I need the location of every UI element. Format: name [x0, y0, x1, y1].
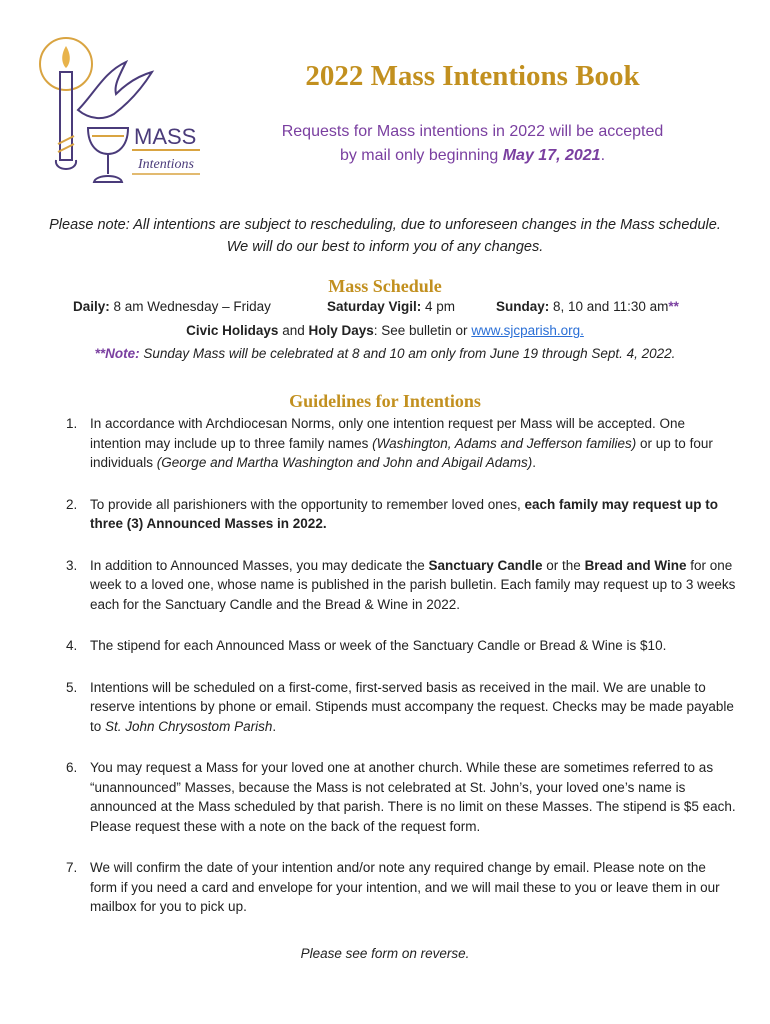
subtitle-end: . — [600, 147, 606, 164]
guidelines-heading: Guidelines for Intentions — [289, 391, 481, 411]
guideline-number: 7. — [66, 860, 78, 875]
guideline-text: We will confirm the date of your intention and/or note any required change by email. Please note on the form if you need a card and envelope for your intention, and we will mail these to you or leave them in our mailbox for you to pick up. — [90, 860, 720, 914]
subtitle-line-1: Requests for Mass intentions in 2022 will be accepted — [281, 123, 664, 140]
logo-text-intentions: Intentions — [138, 157, 194, 172]
guideline-italic: St. John Chrysostom Parish — [105, 718, 273, 734]
daily-value: 8 am Wednesday – Friday — [109, 299, 271, 314]
guideline-bold: Bread and Wine — [584, 557, 687, 573]
rescheduling-note: Please note: All intentions are subject to rescheduling, due to unforeseen changes in the Mass schedule. We will do our best to inform you of any changes. — [49, 217, 721, 255]
daily-schedule — [73, 299, 271, 314]
guideline-text: Intentions will be scheduled on a first-come, first-served basis as received in the mail. We are unable to reserve intentions by phone or email. Stipends must accompany the request. Checks may be made payable to — [90, 679, 734, 734]
guideline-number: 3. — [66, 557, 78, 573]
guideline-text: To provide all parishioners with the opportunity to remember loved ones, — [90, 496, 525, 512]
mass-schedule-heading: Mass Schedule — [328, 276, 442, 296]
sunday-value: 8, 10 and 11:30 am — [549, 299, 669, 314]
sunday-note-text: Sunday Mass will be celebrated at 8 and 10 am only from June 19 through Sept. 4, 2022. — [139, 346, 676, 361]
sunday-asterisks: ** — [668, 299, 679, 314]
guideline-item-6 — [66, 758, 736, 836]
logo-text-mass: MASS — [134, 124, 197, 149]
sunday-schedule — [496, 299, 679, 314]
mass-intentions-logo — [34, 32, 204, 192]
chalice-icon — [88, 128, 128, 154]
vigil-label: Saturday Vigil: — [327, 299, 422, 314]
flame-icon — [62, 46, 70, 68]
subtitle-prefix: by mail only beginning — [339, 147, 503, 164]
guideline-number: 4. — [66, 638, 78, 653]
guideline-text: In accordance with Archdiocesan Norms, only one intention request per Mass will be accepted. One intention may include up to three family names — [90, 416, 686, 451]
guideline-text: . — [532, 455, 537, 470]
daily-label: Daily: — [73, 299, 110, 314]
guideline-italic: (Washington, Adams and Jefferson families) — [372, 435, 637, 451]
guideline-text: for one week to a loved one, whose name is published in the parish bulletin. Each family may request up to 3 weeks each for the Sanctuary Candle and the Bread & Wine in 2022. — [90, 557, 736, 612]
guideline-item-4 — [66, 636, 736, 656]
guideline-text: The stipend for each Announced Mass or week of the Sanctuary Candle or Bread & Wine is $10. — [90, 638, 667, 653]
guideline-bold: each family may request up to three (3) Announced Masses in 2022. — [90, 496, 719, 531]
guideline-item-3 — [66, 556, 736, 615]
holidays-and: and — [278, 323, 309, 338]
vigil-schedule — [327, 299, 455, 314]
parish-website-link[interactable]: www.sjcparish.org. — [471, 323, 584, 338]
footer-note: Please see form on reverse. — [300, 946, 470, 961]
guideline-italic: (George and Martha Washington and John and Abigail Adams) — [156, 455, 533, 470]
subtitle-date: May 17, 2021 — [502, 147, 601, 164]
vigil-value: 4 pm — [421, 299, 456, 314]
guideline-number: 1. — [66, 416, 78, 431]
dove-icon — [78, 62, 152, 118]
guideline-item-5 — [66, 678, 736, 737]
guideline-item-1 — [66, 414, 736, 473]
holy-days-label: Holy Days — [308, 323, 374, 338]
guideline-text: You may request a Mass for your loved one at another church. While these are sometimes referred to as “unannounced” Masses, because the Mass is not celebrated at St. John’s, your loved one’s name is announced at the Mass scheduled by that parish. There is no limit on these Masses. The stipend is $5 each. Please request these with a note on the back of the request form. — [90, 760, 736, 834]
guideline-item-2 — [66, 495, 736, 534]
guideline-text: In addition to Announced Masses, you may dedicate the — [90, 557, 429, 573]
guideline-bold: Sanctuary Candle — [428, 557, 543, 573]
guideline-text: or up to four individuals — [90, 435, 713, 470]
guidelines-list — [66, 414, 736, 917]
subtitle-line-2 — [200, 144, 745, 168]
holidays-text: : See bulletin or — [373, 323, 472, 338]
guideline-item-7 — [66, 858, 736, 917]
guideline-number: 5. — [66, 679, 78, 695]
sunday-label: Sunday: — [496, 299, 550, 314]
holidays-row — [0, 323, 770, 338]
page-subtitle — [200, 120, 745, 168]
guideline-text: . — [272, 718, 277, 734]
page-title: 2022 Mass Intentions Book — [305, 60, 640, 92]
sunday-note-row — [0, 346, 770, 361]
sunday-note-label: **Note: — [94, 346, 140, 361]
guideline-number: 6. — [66, 760, 78, 775]
guideline-text: or the — [542, 557, 585, 573]
guideline-number: 2. — [66, 496, 78, 512]
civic-holidays-label: Civic Holidays — [186, 323, 279, 338]
